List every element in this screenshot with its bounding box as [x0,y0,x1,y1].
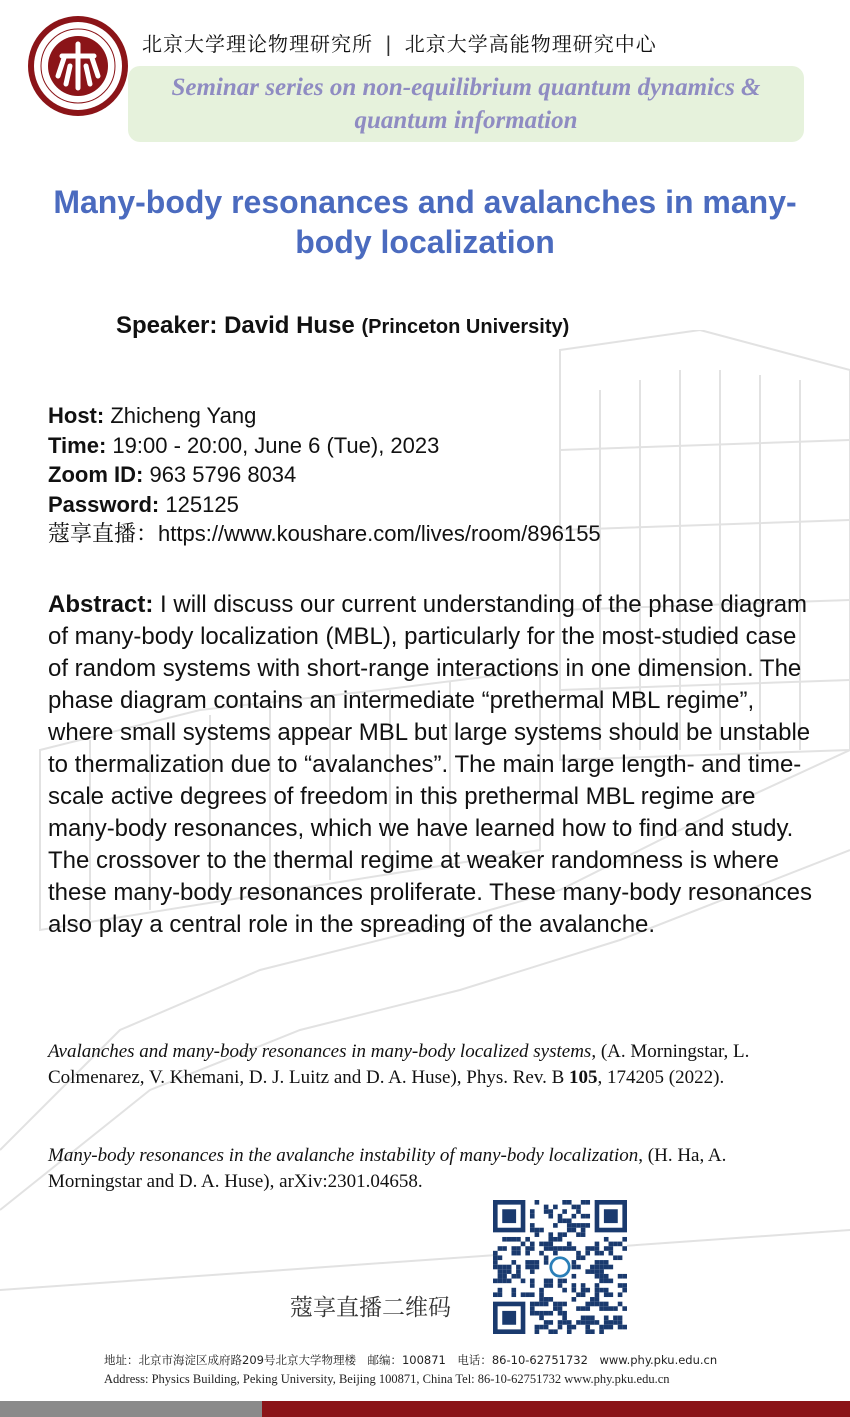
header-separator: | [385,32,393,56]
reference-1-authors: , (A. Morningstar, L. Colmenarez, V. Khemani, D. J. Luitz and D. A. Huse), Phys. Rev. B [48,1041,750,1088]
host-row [48,401,601,431]
zoom-value: 963 5796 8034 [149,462,297,487]
time-row [48,431,601,461]
password-label: Password: [48,491,160,517]
zoom-label: Zoom ID: [48,462,144,487]
live-row [48,519,601,550]
seminar-series-line-1: Seminar series on non-equilibrium quantum dynamics & [171,74,761,101]
qr-label: 蔻享直播二维码 [290,1295,451,1321]
footer-bar-red [262,1401,850,1417]
live-url-link[interactable]: https://www.koushare.com/lives/room/896155 [158,521,601,546]
zoom-row [48,460,601,490]
password-row [48,490,601,520]
talk-title-line-2: body localization [295,224,555,260]
speaker-line [116,312,569,340]
talk-title-line-1: Many-body resonances and avalanches in many- [53,184,797,220]
live-label: 蔻享直播： [48,522,159,547]
time-value: 19:00 - 20:00, June 6 (Tue), 2023 [112,432,440,458]
password-value: 125125 [165,491,239,517]
speaker-label: Speaker: [116,312,218,339]
time-label: Time: [48,432,107,458]
reference-2-title: Many-body resonances in the avalanche instability of many-body localization [48,1145,639,1166]
institute-header [142,28,657,57]
host-label: Host: [48,403,105,428]
reference-2-authors: , (H. Ha, A. Morningstar and D. A. Huse), arXiv:2301.04658. [48,1145,727,1192]
reference-1-title: Avalanches and many-body resonances in many-body localized systems [48,1041,592,1062]
abstract [48,589,818,941]
speaker-affiliation: (Princeton University) [361,316,570,338]
footer-bar-gray [0,1401,262,1417]
reference-1-pages: , 174205 (2022). [597,1067,725,1088]
institute-name-1: 北京大学理论物理研究所 [142,32,373,56]
speaker-name: David Huse [224,312,355,339]
reference-2 [48,1143,818,1195]
footer-address-en: Address: Physics Building, Peking University, Beijing 100871, China Tel: 86-10-62751732 www.phy.pku.edu.cn [104,1372,670,1386]
event-info [48,401,601,550]
reference-1-volume: 105 [569,1067,598,1088]
institute-name-2: 北京大学高能物理研究中心 [404,32,657,56]
qr-code-icon[interactable] [493,1200,627,1334]
host-value: Zhicheng Yang [110,403,257,428]
seminar-series-line-2: quantum information [354,107,578,134]
footer-address-cn: 地址：北京市海淀区成府路209号北京大学物理楼 邮编：100871 电话：86-10-62751732 www.phy.pku.edu.cn [104,1353,718,1367]
pku-seal-logo [26,14,130,118]
talk-title [20,182,830,262]
abstract-label: Abstract: [48,591,154,618]
reference-1 [48,1039,818,1091]
seminar-series-banner [128,66,804,142]
abstract-text: I will discuss our current understanding of the phase diagram of many-body localization (MBL), particularly for the most-studied case of random systems with short-range interactions in one dimension. The phase diagram contains an intermediate “prethermal MBL regime”, where small systems appear MBL but large systems should be unstable to thermalization due to “avalanches”. The main large length- and time-scale active degrees of freedom in this prethermal MBL regime are many-body resonances, which we have learned how to find and study. The crossover to the thermal regime at weaker randomness is where these many-body resonances proliferate. These many-body resonances also play a central role in the spreading of the avalanche. [48,591,812,938]
